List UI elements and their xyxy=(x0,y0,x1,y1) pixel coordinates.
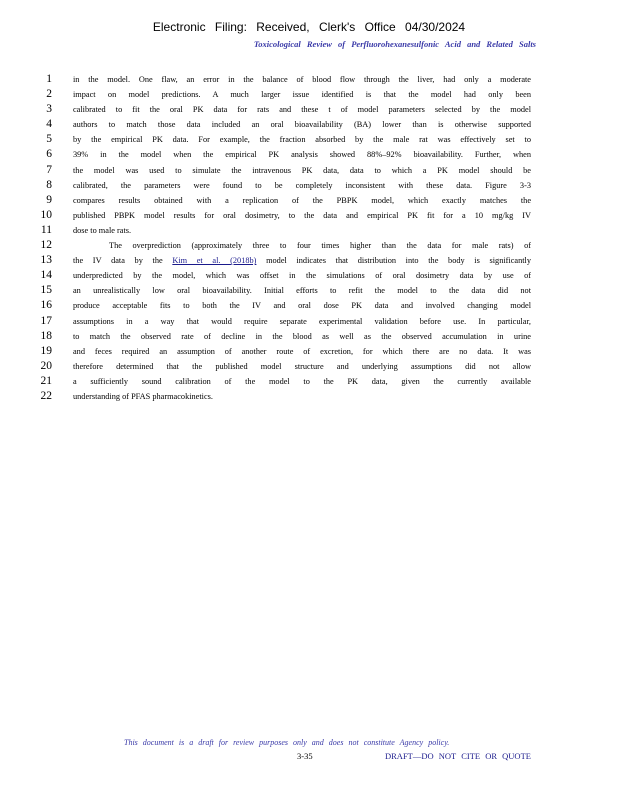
line-text: impact on model predictions. A much larger issue identified is that the model had only been xyxy=(73,90,531,100)
line-text: produce acceptable fits to both the IV and oral dose PK data and involved changing model xyxy=(73,301,531,311)
citation-link[interactable]: Kim et al. (2018b) xyxy=(172,256,257,266)
line-number: 11 xyxy=(40,223,52,236)
line-3 xyxy=(0,102,618,117)
line-18 xyxy=(0,329,618,344)
line-16 xyxy=(0,298,618,313)
line-number: 18 xyxy=(40,329,52,342)
line-text: The overprediction (approximately three to four times higher than the data for male rats) of xyxy=(109,241,531,251)
line-text: the model was used to simulate the intravenous PK data, data to which a PK model should be xyxy=(73,165,531,175)
line-number: 4 xyxy=(46,118,52,131)
line-6 xyxy=(0,147,618,162)
draft-notice: DRAFT—DO NOT CITE OR QUOTE xyxy=(385,751,531,761)
line-text xyxy=(73,253,531,268)
line-number: 20 xyxy=(40,359,52,372)
line-text: assumptions in a way that would require separate experimental validation before use. In particular, xyxy=(73,316,531,326)
line-number: 21 xyxy=(40,374,52,387)
line-text: calibrated, the parameters were found to be completely inconsistent with these data. Figure 3-3 xyxy=(73,180,531,190)
line-number: 2 xyxy=(46,88,52,101)
line-9 xyxy=(0,193,618,208)
line-text: in the model. One flaw, an error in the balance of blood flow through the liver, had only a moderate xyxy=(73,75,531,84)
line-number: 3 xyxy=(46,103,52,116)
line-21 xyxy=(0,374,618,389)
line-2 xyxy=(0,87,618,102)
line-text: by the empirical PK data. For example, the fraction absorbed by the male rat was effectively set to xyxy=(73,135,531,145)
line-number: 7 xyxy=(46,163,52,176)
draft-disclaimer: This document is a draft for review purposes only and does not constitute Agency policy. xyxy=(124,738,450,747)
line-number: 12 xyxy=(40,239,52,252)
line-text: dose to male rats. xyxy=(73,225,132,235)
line-number: 10 xyxy=(40,208,52,221)
electronic-filing-stamp: Electronic Filing: Received, Clerk's Office 04/30/2024 xyxy=(152,20,466,34)
line-11 xyxy=(0,223,618,238)
line-text: authors to match those data included an oral bioavailability (BA) lower than is otherwise supported xyxy=(73,120,531,130)
line-text-part: model indicates that distribution into the body is significantly xyxy=(256,256,531,266)
line-text-part: the IV data by the xyxy=(73,256,173,266)
line-13 xyxy=(0,253,618,268)
line-text: to match the observed rate of decline in the blood as well as the observed accumulation in urine xyxy=(73,331,531,341)
line-5 xyxy=(0,132,618,147)
line-text: a sufficiently sound calibration of the model to the PK data, given the currently available xyxy=(73,376,531,386)
line-20 xyxy=(0,359,618,374)
line-number: 5 xyxy=(46,133,52,146)
line-number: 13 xyxy=(40,254,52,267)
line-text: 39% in the model when the empirical PK analysis showed 88%–92% bioavailability. Further, when xyxy=(73,150,531,160)
line-10 xyxy=(0,208,618,223)
line-number: 16 xyxy=(40,299,52,312)
line-4 xyxy=(0,117,618,132)
line-8 xyxy=(0,178,618,193)
line-text: understanding of PFAS pharmacokinetics. xyxy=(73,391,213,401)
line-number: 8 xyxy=(46,178,52,191)
line-19 xyxy=(0,344,618,359)
line-1 xyxy=(0,72,618,87)
running-head: Toxicological Review of Perfluorohexanesulfonic Acid and Related Salts xyxy=(253,39,536,49)
line-text: an unrealistically low oral bioavailability. Initial efforts to refit the model to the data did not xyxy=(73,286,531,296)
line-15 xyxy=(0,283,618,298)
line-number: 15 xyxy=(40,284,52,297)
line-text: therefore determined that the published model structure and underlying assumptions did not allow xyxy=(73,361,531,371)
line-text: underpredicted by the model, which was offset in the simulations of oral dosimetry data by use of xyxy=(73,271,531,281)
line-text: calibrated to fit the oral PK data for rats and these t of model parameters selected by the model xyxy=(73,105,531,115)
line-7 xyxy=(0,163,618,178)
line-text: published PBPK model results for oral dosimetry, to the data and empirical PK fit for a 10 mg/kg IV xyxy=(73,210,531,220)
line-17 xyxy=(0,314,618,329)
line-number: 22 xyxy=(40,389,52,402)
line-number: 17 xyxy=(40,314,52,327)
line-text: and feces required an assumption of another route of excretion, for which there are no data. It was xyxy=(73,346,531,356)
line-number: 19 xyxy=(40,344,52,357)
document-body xyxy=(0,72,618,404)
line-12 xyxy=(0,238,618,253)
line-22 xyxy=(0,389,618,404)
line-number: 1 xyxy=(46,73,52,85)
line-number: 9 xyxy=(46,193,52,206)
page-number: 3-35 xyxy=(297,751,313,761)
line-number: 14 xyxy=(40,269,52,282)
line-text: compares results obtained with a replication of the PBPK model, which exactly matches the xyxy=(73,195,531,205)
line-14 xyxy=(0,268,618,283)
line-number: 6 xyxy=(46,148,52,161)
